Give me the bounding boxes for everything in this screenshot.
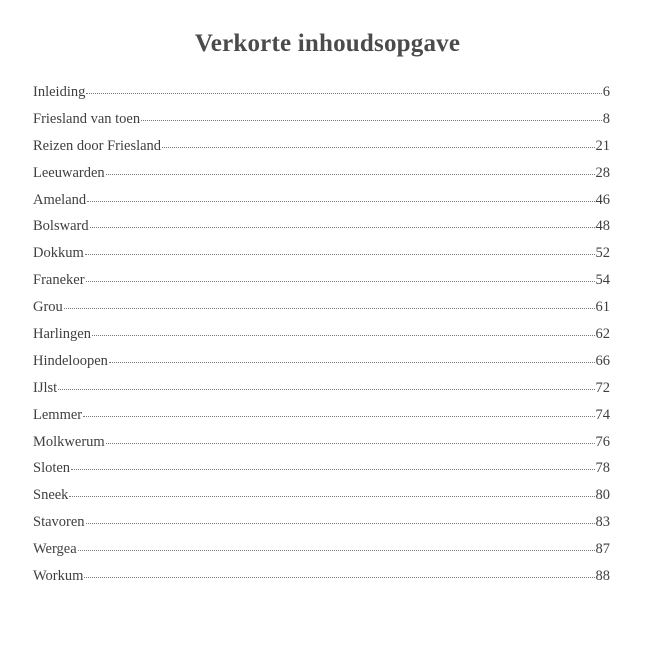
toc-entry [33, 326, 610, 353]
dot-leader [106, 174, 595, 175]
toc-entry [33, 541, 610, 568]
toc-entry-page-number: 21 [595, 137, 610, 154]
toc-entry [33, 407, 610, 434]
toc-entry-page-number: 62 [595, 326, 610, 343]
toc-entry-page-number: 61 [595, 299, 610, 316]
toc-entry [33, 299, 610, 326]
toc-entry-page-number: 28 [595, 164, 610, 181]
toc-entry-title: Wergea [33, 541, 77, 558]
toc-entry-page-number: 80 [595, 487, 610, 504]
dot-leader [87, 201, 594, 202]
toc-entry [33, 353, 610, 380]
toc-entry [33, 514, 610, 541]
toc-entry-title: Molkwerum [33, 433, 105, 450]
toc-entry-title: Hindeloopen [33, 352, 108, 369]
toc-entry-title: Ameland [33, 191, 87, 208]
dot-leader [64, 308, 595, 309]
toc-entry [33, 138, 610, 165]
dot-leader [83, 416, 594, 417]
dot-leader [109, 362, 595, 363]
toc-entry-title: Franeker [33, 272, 85, 289]
toc-entry-title: Leeuwarden [33, 164, 105, 181]
toc-entry-page-number: 88 [595, 568, 610, 585]
toc-entry-page-number: 66 [595, 352, 610, 369]
toc-entry [33, 84, 610, 111]
toc-entry [33, 272, 610, 299]
toc-entry [33, 434, 610, 461]
toc-entry-page-number: 54 [595, 272, 610, 289]
toc-entry [33, 165, 610, 192]
table-of-contents [33, 84, 610, 595]
toc-entry-page-number: 72 [595, 379, 610, 396]
dot-leader [85, 254, 595, 255]
page-title: Verkorte inhoudsopgave [194, 30, 461, 57]
toc-entry [33, 487, 610, 514]
toc-entry-title: Workum [33, 568, 84, 585]
toc-entry-title: Sneek [33, 487, 69, 504]
dot-leader [58, 389, 594, 390]
dot-leader [90, 227, 595, 228]
toc-entry-page-number: 46 [595, 191, 610, 208]
dot-leader [106, 443, 595, 444]
toc-entry-title: Inleiding [33, 84, 86, 100]
toc-entry-title: Grou [33, 299, 63, 316]
toc-entry [33, 460, 610, 487]
toc-entry-page-number: 76 [595, 433, 610, 450]
dot-leader [141, 120, 602, 121]
toc-entry [33, 380, 610, 407]
toc-entry-title: Bolsward [33, 218, 89, 235]
dot-leader [86, 523, 595, 524]
dot-leader [84, 577, 594, 578]
toc-entry-page-number: 48 [595, 218, 610, 235]
toc-entry-page-number: 8 [602, 110, 610, 127]
dot-leader [86, 281, 595, 282]
toc-entry-title: Friesland van toen [33, 110, 141, 127]
toc-entry-page-number: 74 [595, 406, 610, 423]
toc-entry [33, 245, 610, 272]
toc-entry [33, 192, 610, 219]
dot-leader [69, 496, 594, 497]
toc-entry-page-number: 52 [595, 245, 610, 262]
dot-leader [86, 93, 601, 94]
toc-entry [33, 218, 610, 245]
toc-entry-title: Harlingen [33, 326, 91, 343]
toc-entry-title: Stavoren [33, 514, 85, 531]
dot-leader [92, 335, 595, 336]
toc-entry-title: Lemmer [33, 406, 83, 423]
toc-entry-title: Reizen door Friesland [33, 137, 162, 154]
toc-entry-page-number: 83 [595, 514, 610, 531]
toc-entry-page-number: 87 [595, 541, 610, 558]
toc-entry-page-number: 6 [602, 84, 610, 100]
toc-entry [33, 111, 610, 138]
toc-entry-title: Sloten [33, 460, 71, 477]
toc-entry [33, 568, 610, 595]
toc-entry-page-number: 78 [595, 460, 610, 477]
toc-entry-title: Dokkum [33, 245, 84, 262]
toc-entry-title: IJlst [33, 379, 58, 396]
dot-leader [71, 469, 594, 470]
dot-leader [162, 147, 594, 148]
dot-leader [78, 550, 595, 551]
